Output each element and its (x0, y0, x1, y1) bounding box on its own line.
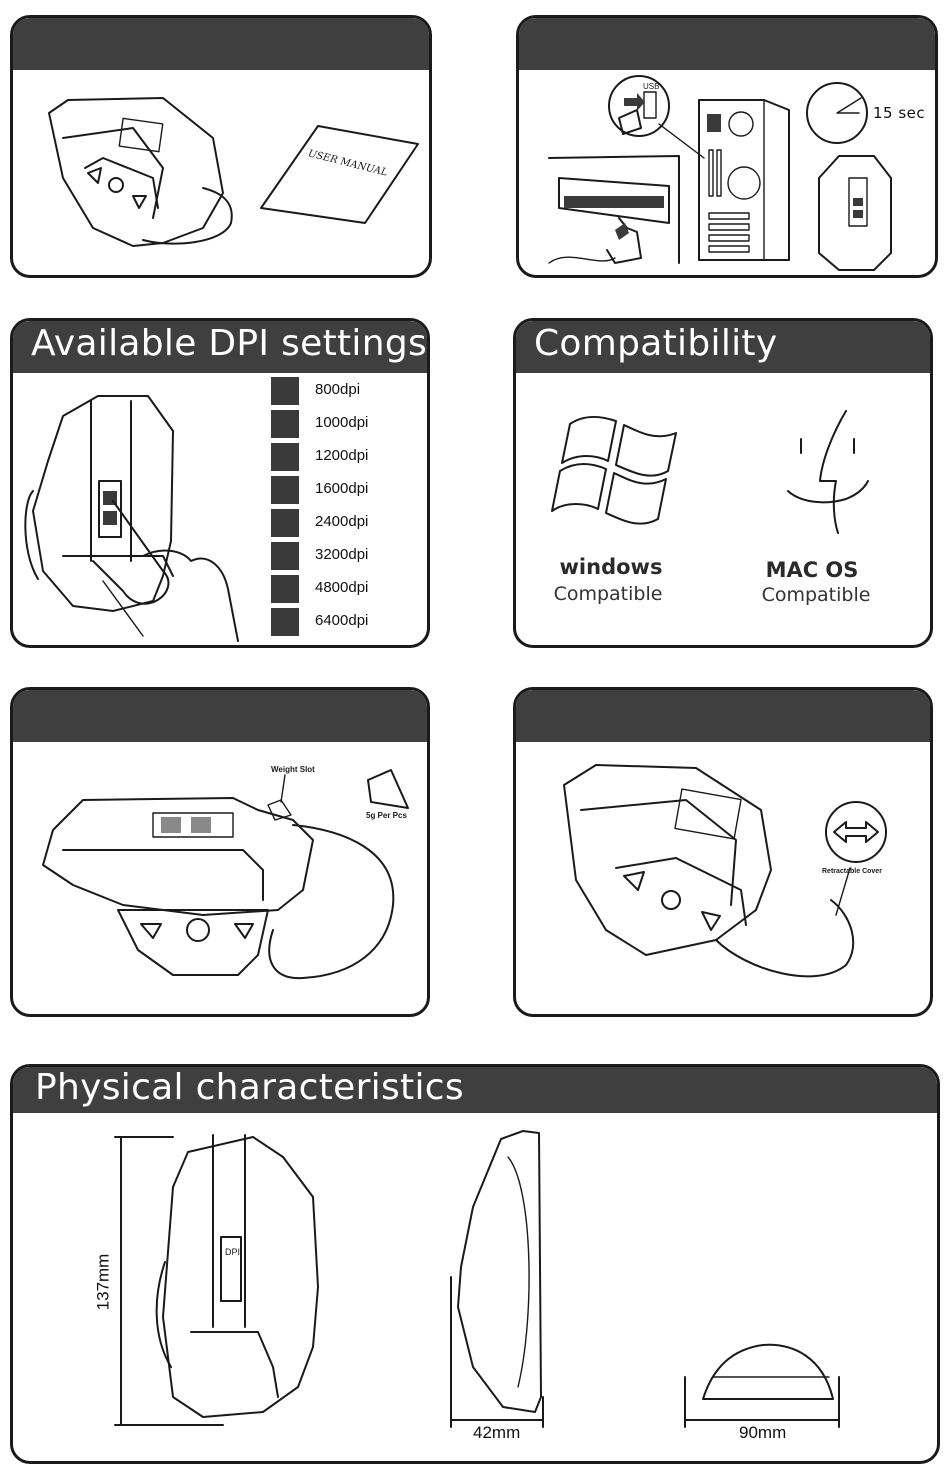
weights-mouse-illustration (13, 690, 430, 1017)
weights-panel (10, 687, 430, 1017)
dpi-label: 800dpi (315, 381, 361, 398)
usb-label: USB (643, 82, 660, 91)
os-compatible-macos: Compatible (761, 584, 871, 606)
dpi-settings-panel (10, 318, 430, 648)
mouse-front-view (13, 1067, 940, 1464)
cover-mouse-illustration (516, 690, 933, 1017)
dpi-swatch (271, 476, 299, 504)
dpi-swatch (271, 509, 299, 537)
width-dimension: 90mm (739, 1423, 787, 1442)
per-piece-label: 5g Per Pcs (366, 811, 407, 820)
dpi-swatch (271, 575, 299, 603)
installation-panel (516, 15, 938, 278)
dpi-swatch (271, 443, 299, 471)
compatibility-panel (513, 318, 933, 648)
physical-characteristics-panel (10, 1064, 940, 1464)
dpi-label: 1600dpi (315, 480, 369, 497)
user-manual-illustration (13, 18, 432, 278)
retractable-cover-panel (513, 687, 933, 1017)
dpi-swatch (271, 377, 299, 405)
height-dimension: 42mm (473, 1423, 521, 1442)
length-dimension: 137mm (93, 1253, 113, 1311)
dpi-swatch (271, 410, 299, 438)
dpi-label: 4800dpi (315, 579, 369, 596)
dpi-label: 1000dpi (315, 414, 369, 431)
panel-title: Compatibility (534, 323, 778, 364)
os-compatible-windows: Compatible (553, 583, 663, 605)
panel-title: Available DPI settings (31, 323, 428, 364)
weight-slot-label: Weight Slot (271, 765, 315, 774)
dpi-button-label: DPI (225, 1247, 241, 1257)
os-name-windows: windows (559, 555, 663, 579)
dpi-swatch (271, 542, 299, 570)
timer-label: 15 sec (873, 104, 926, 122)
dpi-label: 1200dpi (315, 447, 369, 464)
package-contents-panel (10, 15, 432, 278)
dpi-label: 6400dpi (315, 612, 369, 629)
os-name-macos: MAC OS (765, 558, 859, 582)
panel-title: Physical characteristics (35, 1067, 464, 1108)
dpi-label: 3200dpi (315, 546, 369, 563)
user-manual-label: USER MANUAL (306, 148, 389, 179)
dpi-swatch (271, 608, 299, 636)
install-illustration (519, 18, 938, 278)
dpi-label: 2400dpi (315, 513, 369, 530)
retractable-cover-label: Retractable Cover (822, 868, 882, 875)
